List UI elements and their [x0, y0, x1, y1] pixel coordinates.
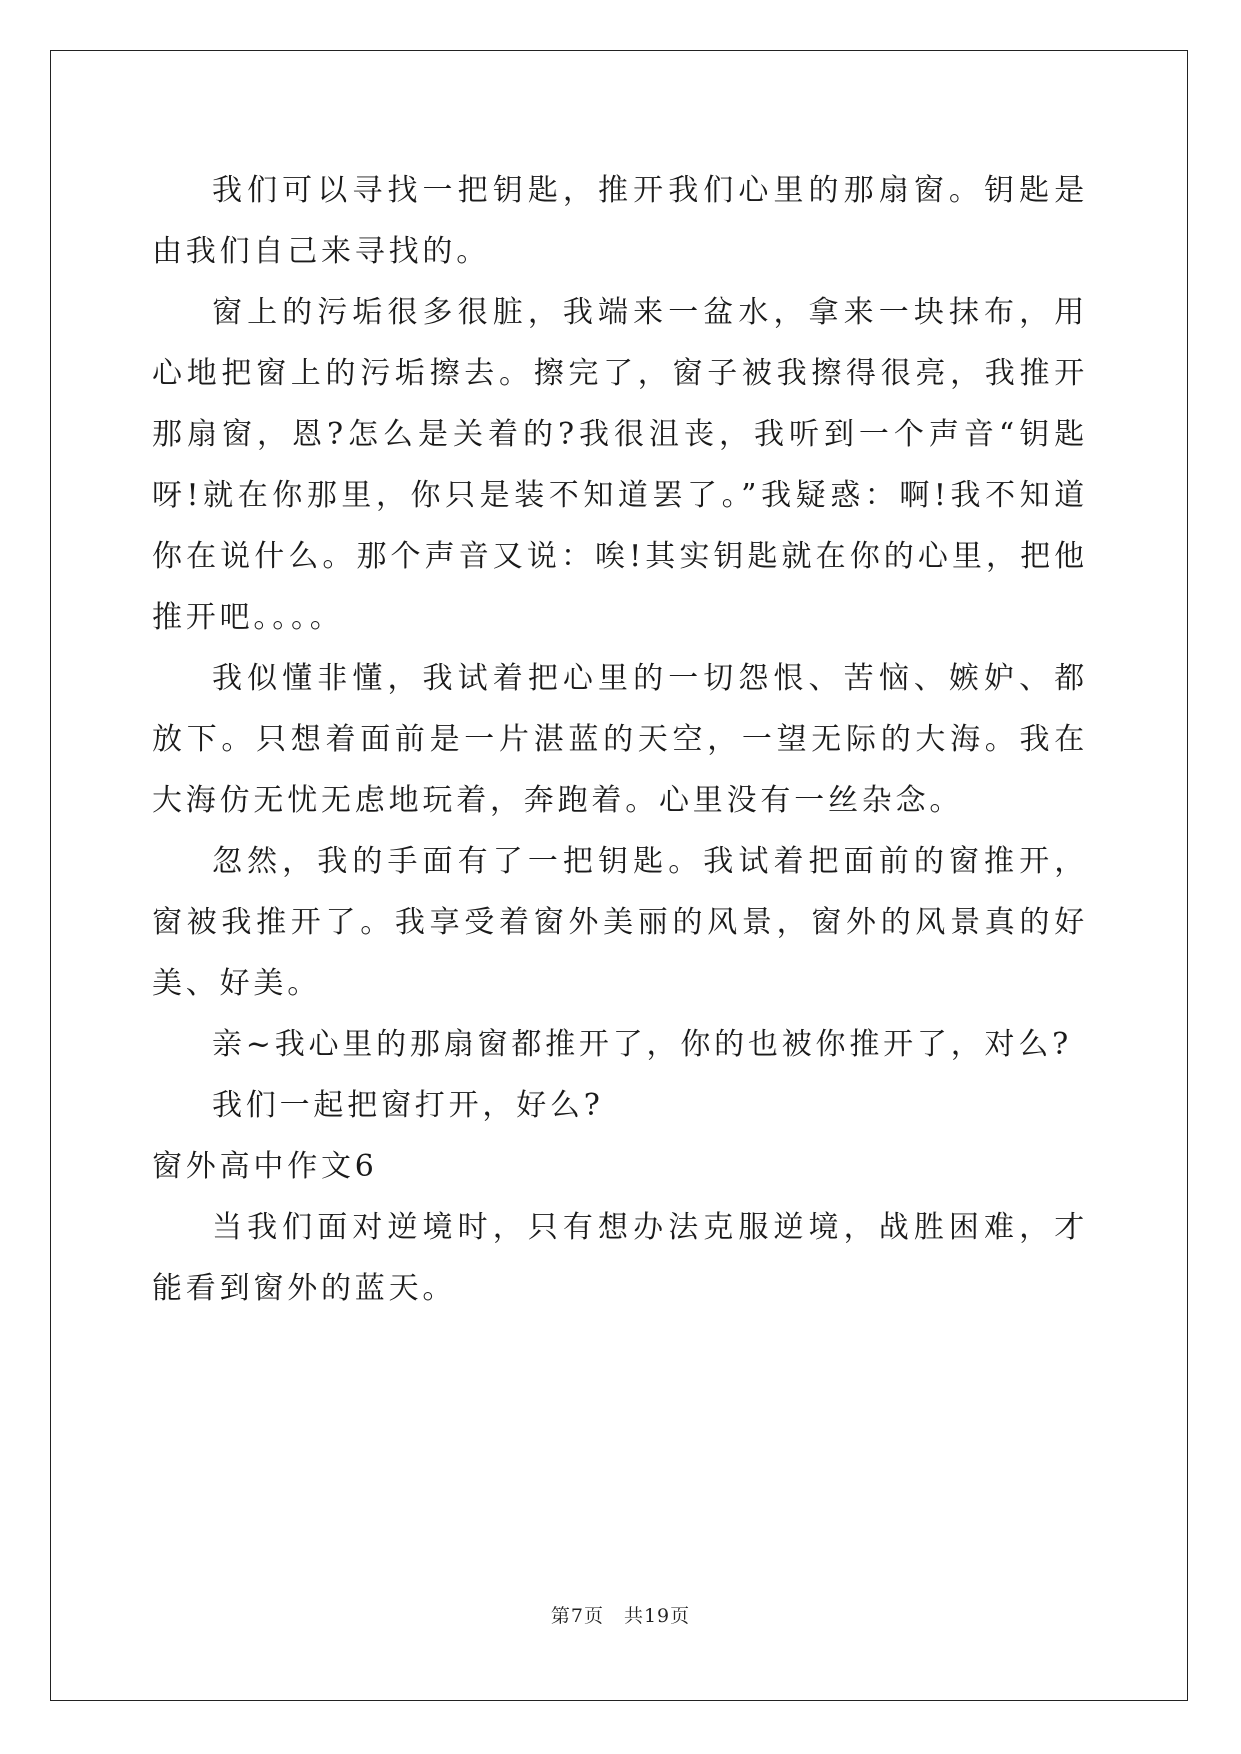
paragraph-5: 亲~我心里的那扇窗都推开了，你的也被你推开了，对么?	[212, 1027, 1073, 1062]
paragraph-6: 我们一起把窗打开，好么?	[212, 1088, 604, 1123]
section-heading: 窗外高中作文6	[152, 1149, 378, 1184]
document-body	[152, 160, 1088, 1319]
paragraph-3: 我似懂非懂，我试着把心里的一切怨恨、苦恼、嫉妒、都放下。只想着面前是一片湛蓝的天空，一望无际的大海。我在大海仿无忧无虑地玩着，奔跑着。心里没有一丝杂念。	[152, 661, 1088, 818]
paragraph-7: 当我们面对逆境时，只有想办法克服逆境，战胜困难，才能看到窗外的蓝天。	[152, 1210, 1088, 1306]
paragraph-1: 我们可以寻找一把钥匙，推开我们心里的那扇窗。钥匙是由我们自己来寻找的。	[152, 173, 1088, 269]
paragraph-2: 窗上的污垢很多很脏，我端来一盆水，拿来一块抹布，用心地把窗上的污垢擦去。擦完了，窗子被我擦得很亮，我推开那扇窗，恩?怎么是关着的?我很沮丧，我听到一个声音“钥匙呀!就在你那里，你只是装不知道罢了。”我疑惑：啊!我不知道你在说什么。那个声音又说：唉!其实钥匙就在你的心里，把他推开吧。。。。	[152, 295, 1088, 635]
paragraph-4: 忽然，我的手面有了一把钥匙。我试着把面前的窗推开，窗被我推开了。我享受着窗外美丽的风景，窗外的风景真的好美、好美。	[152, 844, 1088, 1001]
page-number-footer: 第7页 共19页	[550, 1605, 691, 1627]
